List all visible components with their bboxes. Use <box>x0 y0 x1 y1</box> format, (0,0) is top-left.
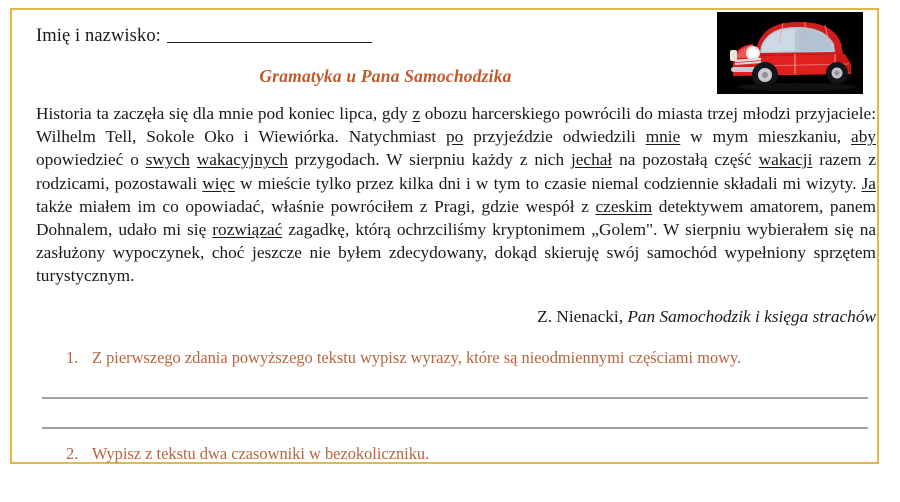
worksheet-page-frame <box>10 8 879 464</box>
passage-text: przyjeździe odwiedzili <box>463 127 646 147</box>
underlined-word: z <box>412 104 421 123</box>
question-2-number: 2. <box>66 444 79 463</box>
worksheet-content <box>24 10 877 463</box>
underlined-word: wakacji <box>758 150 813 170</box>
question-item-2 <box>66 443 886 464</box>
answer-line-1[interactable] <box>42 397 868 399</box>
passage-text <box>190 150 197 169</box>
worksheet-header <box>24 10 865 96</box>
source-author: Z. Nienacki, <box>537 307 628 326</box>
question-1-text: Z pierwszego zdania powyższego tekstu wypisz wyrazy, które są nieodmiennymi częściami mowy. <box>92 348 742 367</box>
underlined-word: rozwiązać <box>212 220 283 240</box>
answer-line-2[interactable] <box>42 427 868 429</box>
passage-text: obozu harcerskiego powrócili do miasta trzej młodzi przyjaciele: Wilhelm Tell, Sokole Oko i Wiewiórka. Natychmiast <box>36 104 876 147</box>
question-2-text: Wypisz z tekstu dwa czasowniki w bezokoliczniku. <box>92 444 430 463</box>
passage-text: zagadkę, którą ochrzciliśmy kryptonimem „Golem". W sierpniu wybierałem się na zasłużony wypoczynek, choć jeszcze nie byłem zdecydowany, dokąd skieruję swój samochód wypełniony sprzętem turystycznym. <box>36 220 877 286</box>
question-1-number: 1. <box>66 348 79 367</box>
student-name-label: Imię i nazwisko: <box>36 26 161 46</box>
passage-text: opowiedzieć o <box>36 150 146 170</box>
underlined-word: mnie <box>645 127 681 147</box>
passage-text: także miałem im co opowiadać, właśnie powróciłem z Pragi, gdzie wespół z <box>36 196 596 216</box>
student-name-input[interactable] <box>167 28 372 43</box>
student-name-field-row <box>36 26 372 47</box>
passage-text: na pozostałą część <box>612 150 759 170</box>
underlined-word: więc <box>202 173 235 193</box>
source-book-title: Pan Samochodzik i księga strachów <box>627 307 876 326</box>
reading-passage <box>36 102 876 288</box>
passage-text: razem z rodzicami, pozostawali <box>36 150 876 193</box>
page-title: Gramatyka u Pana Samochodzika <box>259 66 512 86</box>
underlined-word: aby <box>851 127 876 147</box>
passage-text: w mym mieszkaniu, <box>680 127 852 147</box>
question-item-1 <box>66 347 886 368</box>
underlined-word: po <box>446 127 464 147</box>
source-attribution <box>36 307 878 327</box>
underlined-word: jechał <box>570 150 613 170</box>
passage-text: detektywem amatorem, panem Dohnalem, udało mi się <box>36 196 876 240</box>
underlined-word: czeskim <box>595 196 653 216</box>
passage-text: Historia ta zaczęła się dla mnie pod koniec lipca, gdy <box>36 104 413 123</box>
underlined-word: Ja <box>861 173 876 193</box>
underlined-word: swych <box>145 150 190 170</box>
underlined-word: wakacyjnych <box>196 150 288 170</box>
passage-text: w mieście tylko przez kilka dni i w tym to czasie niemal codziennie składali mi wizyty. <box>234 173 862 193</box>
passage-text: przygodach. W sierpniu każdy z nich <box>287 150 571 170</box>
